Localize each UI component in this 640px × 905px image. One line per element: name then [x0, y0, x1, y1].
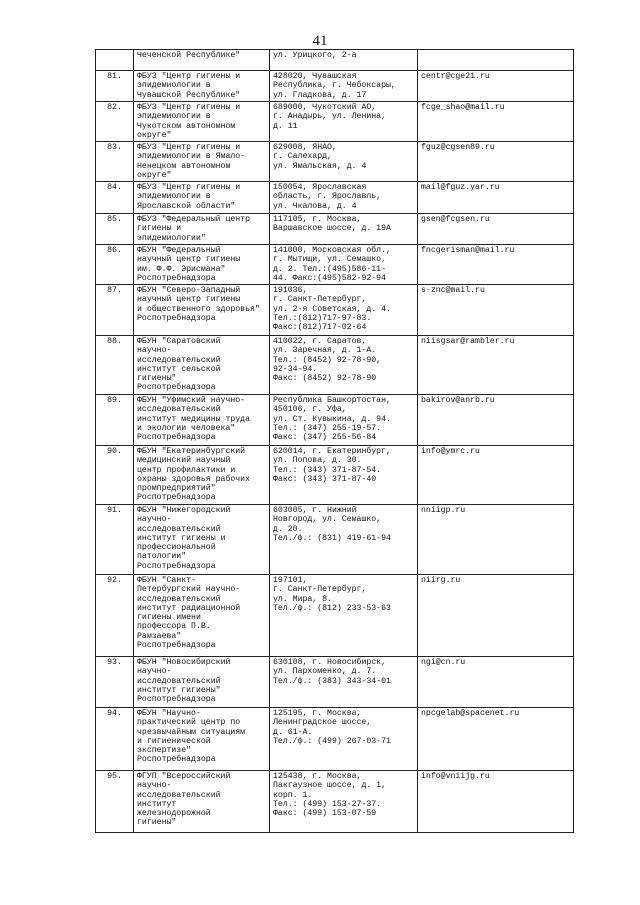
table-row	[96, 245, 574, 285]
organization-address: 603005, г. Нижний Новгород, ул. Семашко, д. 20. Тел./ф.: (831) 419-61-94	[270, 505, 418, 575]
table-row	[96, 182, 574, 214]
organization-address: 125438, г. Москва, Пакгаузное шоссе, д. 1, корп. 1. Тел.: (499) 153-27-37. Факс: (499) 153-07-59	[270, 771, 418, 833]
organization-name: ФБУН "Екатеринбургский медицинский научный центр профилактики и охраны здоровья рабочих промпредприятий" Роспотребнадзора	[134, 446, 270, 505]
organization-address: 191036, г. Санкт-Петербург, ул. 2-я Советская, д. 4. Тел.:(812)717-97-83. Факс:(812)717-02-64	[270, 285, 418, 336]
organization-name: ФБУН "Санкт- Петербургский научно- исследовательский институт радиационной гигиены имени профессора П.В. Рамзаева" Роспотребнадзора	[134, 575, 270, 657]
organization-name: ФБУН "Федеральный научный центр гигиены им. Ф.Ф. Эрисмана" Роспотребнадзора	[134, 245, 270, 285]
table-row	[96, 395, 574, 446]
organization-email: gsen@fcgsen.ru	[418, 214, 574, 245]
organization-email: nniigp.ru	[418, 505, 574, 575]
page-number: 41	[312, 33, 328, 49]
table-row	[96, 50, 574, 71]
row-number: 92.	[96, 575, 134, 657]
organization-address: 620014, г. Екатеринбург, ул. Попова, д. 30. Тел.: (343) 371-87-54. Факс: (343) 371-87-40	[270, 446, 418, 505]
table-row	[96, 575, 574, 657]
row-number: 84.	[96, 182, 134, 214]
organization-address: 630108, г. Новосибирск, ул. Пархоменко, д. 7. Тел./ф.: (383) 343-34-01	[270, 657, 418, 708]
row-number: 95.	[96, 771, 134, 833]
row-number: 86.	[96, 245, 134, 285]
row-number: 82.	[96, 102, 134, 142]
organization-name: ФБУН "Саратовский научно- исследовательский институт сельской гигиены" Роспотребнадзора	[134, 336, 270, 395]
organization-email: npcgelab@spacenet.ru	[418, 708, 574, 771]
row-number: 83.	[96, 142, 134, 182]
table-row	[96, 102, 574, 142]
table-row	[96, 771, 574, 833]
row-number: 93.	[96, 657, 134, 708]
organization-address: 150054, Ярославская область, г. Ярославль, ул. Чкалова, д. 4	[270, 182, 418, 214]
table-row	[96, 336, 574, 395]
organization-address: 125195, г. Москва, Ленинградское шоссе, д. 61-А. Тел./ф.: (499) 267-03-71	[270, 708, 418, 771]
organization-email: info@vniijg.ru	[418, 771, 574, 833]
organization-name: ФБУН "Новосибирский научно- исследовательский институт гигиены" Роспотребнадзора	[134, 657, 270, 708]
organization-address: 197101, г. Санкт-Петербург, ул. Мира, 8. Тел./ф.: (812) 233-53-63	[270, 575, 418, 657]
organization-name: Чеченской Республике"	[134, 50, 270, 71]
organization-address: 689000, Чукотский АО, г. Анадырь, ул. Ленина, д. 11	[270, 102, 418, 142]
organization-address: 629008, ЯНАО, г. Салехард, ул. Ямальская, д. 4	[270, 142, 418, 182]
organization-name: ФБУЗ "Центр гигиены и эпидемиологии в Чувашской Республике"	[134, 71, 270, 102]
row-number: 94.	[96, 708, 134, 771]
organization-email: s-znc@mail.ru	[418, 285, 574, 336]
organization-address: 410022, г. Саратов, ул. Заречная, д. 1-А. Тел.: (8452) 92-78-90, 92-34-94. Факс: (8452) 92-78-90	[270, 336, 418, 395]
row-number	[96, 50, 134, 71]
organization-email: fguz@cgsen89.ru	[418, 142, 574, 182]
table-row	[96, 142, 574, 182]
organization-address: Республика Башкортостан, 450106, г. Уфа, ул. Ст. Кувыкина, д. 94. Тел.: (347) 255-19-57. Факс: (347) 255-56-84	[270, 395, 418, 446]
row-number: 91.	[96, 505, 134, 575]
organization-email: bakirov@anrb.ru	[418, 395, 574, 446]
organization-email: fncgerisman@mail.ru	[418, 245, 574, 285]
organization-email	[418, 50, 574, 71]
organization-name: ФБУЗ "Центр гигиены и эпидемиологии в Ямало- Ненецком автономном округе"	[134, 142, 270, 182]
organization-name: ФБУЗ "Центр гигиены и эпидемиологии в Чукотском автономном округе"	[134, 102, 270, 142]
table-row	[96, 446, 574, 505]
organization-name: ФБУЗ "Федеральный центр гигиены и эпидемиологии"	[134, 214, 270, 245]
row-number: 88.	[96, 336, 134, 395]
table-row	[96, 214, 574, 245]
row-number: 89.	[96, 395, 134, 446]
table-row	[96, 708, 574, 771]
organization-name: ФБУН "Научно- практический центр по чрезвычайным ситуациям и гигиенической экспертизе" Роспотребнадзора	[134, 708, 270, 771]
organization-name: ФБУН "Северо-Западный научный центр гигиены и общественного здоровья" Роспотребнадзора	[134, 285, 270, 336]
table-row	[96, 505, 574, 575]
organization-email: niisgsar@rambler.ru	[418, 336, 574, 395]
organization-email: centr@cge21.ru	[418, 71, 574, 102]
organization-address: 117105, г. Москва, Варшавское шоссе, д. 19А	[270, 214, 418, 245]
organization-email: mail@fguz.yar.ru	[418, 182, 574, 214]
organization-email: fcge_shao@mail.ru	[418, 102, 574, 142]
row-number: 87.	[96, 285, 134, 336]
table-row	[96, 657, 574, 708]
row-number: 85.	[96, 214, 134, 245]
row-number: 81.	[96, 71, 134, 102]
organization-name: ФБУЗ "Центр гигиены и эпидемиологии в Ярославской области"	[134, 182, 270, 214]
organization-email: info@ymrc.ru	[418, 446, 574, 505]
organization-name: ФБУН "Уфимский научно- исследовательский институт медицины труда и экологии человека" Роспотребнадзора	[134, 395, 270, 446]
organization-email: ngi@cn.ru	[418, 657, 574, 708]
organization-address: ул. Урицкого, 2-а	[270, 50, 418, 71]
organization-address: 141000, Московская обл., г. Мытищи, ул. Семашко, д. 2. Тел.:(495)586-11- 44. Факс:(495)582-92-94	[270, 245, 418, 285]
registry-table	[95, 49, 574, 833]
registry-table-body	[96, 50, 574, 833]
organization-name: ФГУП "Всероссийский научно- исследовательский институт железнодорожной гигиены"	[134, 771, 270, 833]
table-row	[96, 285, 574, 336]
table-row	[96, 71, 574, 102]
row-number: 90.	[96, 446, 134, 505]
organization-name: ФБУН "Нижегородский научно- исследовательский институт гигиены и профессиональной патологии" Роспотребнадзора	[134, 505, 270, 575]
organization-email: niirg.ru	[418, 575, 574, 657]
organization-address: 428020, Чувашская Республика, г. Чебоксары, ул. Гладкова, д. 17	[270, 71, 418, 102]
